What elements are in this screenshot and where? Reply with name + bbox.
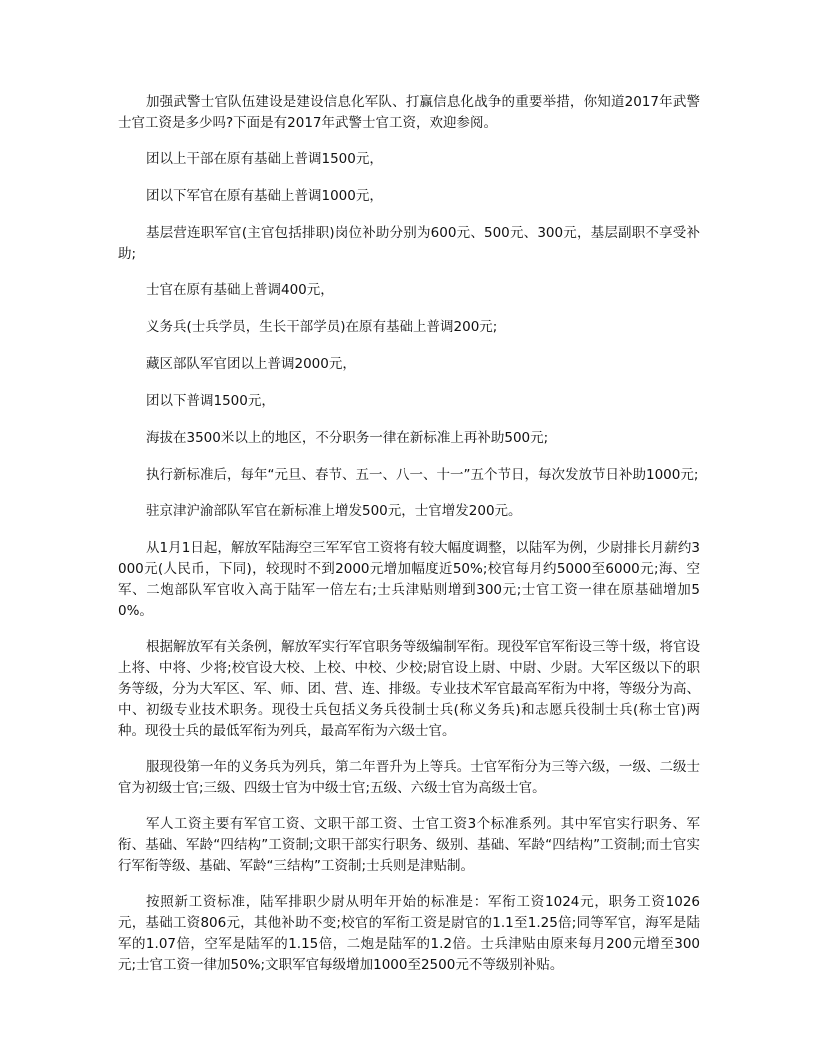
paragraph-tibet-regiment-above: 藏区部队军官团以上普调2000元， <box>146 356 356 372</box>
intro-paragraph: 加强武警士官队伍建设是建设信息化军队、打赢信息化战争的重要举措，你知道2017年武警士官工资是多少吗?下面是有2017年武警士官工资，欢迎参阅。 <box>118 94 700 131</box>
paragraph-holiday-allowance: 执行新标准后，每年“元旦、春节、五一、八一、十一”五个节日，每次发放节日补助1000元; <box>146 467 699 483</box>
paragraph-post-allowance: 基层营连职军官(主官包括排职)岗位补助分别为600元、500元、300元，基层副职不享受补助; <box>118 225 700 262</box>
paragraph-new-standard: 按照新工资标准，陆军排职少尉从明年开始的标准是：军衔工资1024元，职务工资1026元，基础工资806元，其他补助不变;校官的军衔工资是尉官的1.1至1.25倍;同等军官，海军是陆军的1.07倍，空军是陆军的1.15倍，二炮是陆军的1.2倍。士兵津贴由原来每月200元增至300元;士官工资一律加50%;文职军官每级增加1000至2500元不等级别补贴。 <box>118 894 700 973</box>
paragraph-conscript-ranks: 服现役第一年的义务兵为列兵，第二年晋升为上等兵。士官军衔分为三等六级，一级、二级士官为初级士官;三级、四级士官为中级士官;五级、六级士官为高级士官。 <box>118 759 700 796</box>
paragraph-military-ranks: 根据解放军有关条例，解放军实行军官职务等级编制军衔。现役军官军衔设三等十级，将官设上将、中将、少将;校官设大校、上校、中校、少校;尉官设上尉、中尉、少尉。大军区级以下的职务等级，分为大军区、军、师、团、营、连、排级。专业技术军官最高军衔为中将，等级分为高、中、初级专业技术职务。现役士兵包括义务兵役制士兵(称义务兵)和志愿兵役制士兵(称士官)两种。现役士兵的最低军衔为列兵，最高军衔为六级士官。 <box>118 639 700 739</box>
paragraph-regiment-below: 团以下军官在原有基础上普调1000元， <box>146 188 383 204</box>
paragraph-salary-systems: 军人工资主要有军官工资、文职干部工资、士官工资3个标准系列。其中军官实行职务、军衔、基础、军龄“四结构”工资制;文职干部实行职务、级别、基础、军龄“四结构”工资制;而士官实行军衔等级、基础、军龄“三结构”工资制;士兵则是津贴制。 <box>118 816 700 874</box>
paragraph-tibet-regiment-below: 团以下普调1500元， <box>146 393 275 409</box>
document-body <box>118 92 700 991</box>
paragraph-city-allowance: 驻京津沪渝部队军官在新标准上增发500元，士官增发200元。 <box>146 503 522 519</box>
paragraph-altitude-allowance: 海拔在3500米以上的地区，不分职务一律在新标准上再补助500元; <box>146 430 549 446</box>
paragraph-regiment-above: 团以上干部在原有基础上普调1500元， <box>146 151 383 167</box>
paragraph-nco-raise: 士官在原有基础上普调400元， <box>146 282 334 298</box>
paragraph-conscript-raise: 义务兵(士兵学员，生长干部学员)在原有基础上普调200元; <box>146 319 498 335</box>
paragraph-pla-salary-adjustment: 从1月1日起，解放军陆海空三军军官工资将有较大幅度调整，以陆军为例，少尉排长月薪约3000元(人民币，下同)，较现时不到2000元增加幅度近50%;校官每月约5000至6000元;海、空军、二炮部队军官收入高于陆军一倍左右;士兵津贴则增到300元;士官工资一律在原基础增加50%。 <box>118 540 700 619</box>
